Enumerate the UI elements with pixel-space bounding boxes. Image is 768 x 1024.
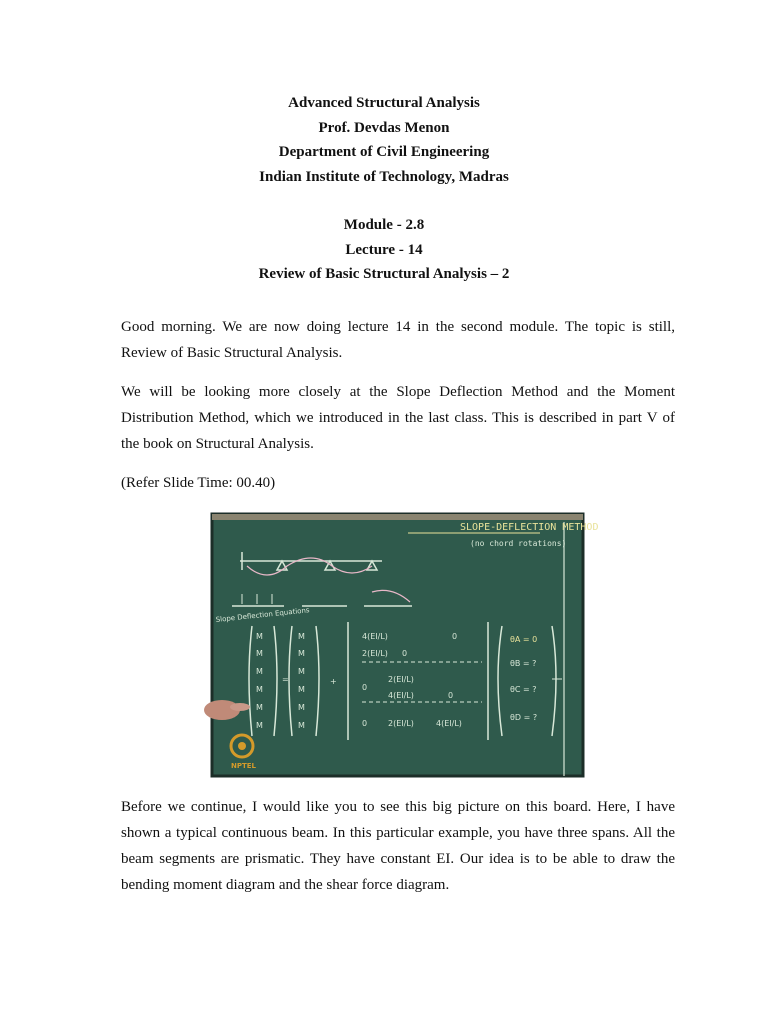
board-side-label: Slope Deflection Equations xyxy=(215,606,310,624)
lecture-blackboard-image xyxy=(212,514,599,776)
lecture-topic: Review of Basic Structural Analysis – 2 xyxy=(258,266,510,282)
department-name: Department of Civil Engineering xyxy=(278,144,490,160)
paragraph-big-picture: Before we continue, I would like you to see this big picture on this board. Here, I have shown a typical continuous beam. In this particular example, you have three spans. All the beam segments are prismatic. They have constant EI. Our idea is to be able to draw the bending moment diagram and the shear force diagram. xyxy=(121,799,675,893)
board-title: SLOPE-DEFLECTION METHOD xyxy=(460,522,599,533)
svg-text:0: 0 xyxy=(362,683,368,692)
svg-text:M: M xyxy=(256,685,263,694)
header-spacer xyxy=(0,189,768,213)
svg-text:M: M xyxy=(256,703,263,712)
svg-text:=: = xyxy=(282,675,289,684)
document-body-continued xyxy=(121,794,675,911)
svg-text:0: 0 xyxy=(452,632,458,641)
svg-text:2(EI/L): 2(EI/L) xyxy=(362,649,388,658)
svg-text:θD = ?: θD = ? xyxy=(510,713,538,722)
paragraph-intro: Good morning. We are now doing lecture 14 in the second module. The topic is still, Review of Basic Structural Analysis. xyxy=(121,319,675,361)
svg-text:0: 0 xyxy=(448,691,454,700)
svg-text:+: + xyxy=(330,677,337,686)
svg-text:θC = ?: θC = ? xyxy=(510,685,537,694)
svg-text:M: M xyxy=(298,703,305,712)
svg-text:θA = 0: θA = 0 xyxy=(510,635,538,644)
svg-text:0: 0 xyxy=(402,649,408,658)
module-number: Module - 2.8 xyxy=(343,217,425,233)
slide-time-reference: (Refer Slide Time: 00.40) xyxy=(121,475,276,491)
institute-name: Indian Institute of Technology, Madras xyxy=(259,168,509,185)
professor-name: Prof. Devdas Menon xyxy=(318,119,450,136)
board-background xyxy=(212,514,583,776)
svg-text:2(EI/L): 2(EI/L) xyxy=(388,675,414,684)
svg-text:M: M xyxy=(256,649,263,658)
svg-text:4(EI/L): 4(EI/L) xyxy=(388,691,414,700)
svg-text:M: M xyxy=(256,721,263,730)
document-header xyxy=(0,91,768,287)
svg-text:θB = ?: θB = ? xyxy=(510,659,537,668)
nptel-logo-text: NPTEL xyxy=(231,762,257,770)
svg-text:M: M xyxy=(298,667,305,676)
svg-text:2(EI/L): 2(EI/L) xyxy=(388,719,414,728)
svg-text:M: M xyxy=(298,632,305,641)
lecture-number: Lecture - 14 xyxy=(345,241,423,258)
svg-text:M: M xyxy=(256,667,263,676)
svg-text:M: M xyxy=(298,721,305,730)
svg-text:M: M xyxy=(298,649,305,658)
blackboard-drawing xyxy=(212,514,599,776)
svg-text:0: 0 xyxy=(362,719,368,728)
document-body xyxy=(121,314,675,509)
paragraph-methods: We will be looking more closely at the Slope Deflection Method and the Moment Distribution Method, which we introduced in the last class. This is described in part V of the book on Structural Analysis. xyxy=(121,384,675,452)
svg-text:4(EI/L): 4(EI/L) xyxy=(436,719,462,728)
svg-text:4(EI/L): 4(EI/L) xyxy=(362,632,388,641)
board-top-edge xyxy=(212,514,583,520)
board-subtitle: (no chord rotations) xyxy=(470,539,567,548)
svg-text:M: M xyxy=(298,685,305,694)
course-title: Advanced Structural Analysis xyxy=(288,95,480,111)
svg-text:M: M xyxy=(256,632,263,641)
